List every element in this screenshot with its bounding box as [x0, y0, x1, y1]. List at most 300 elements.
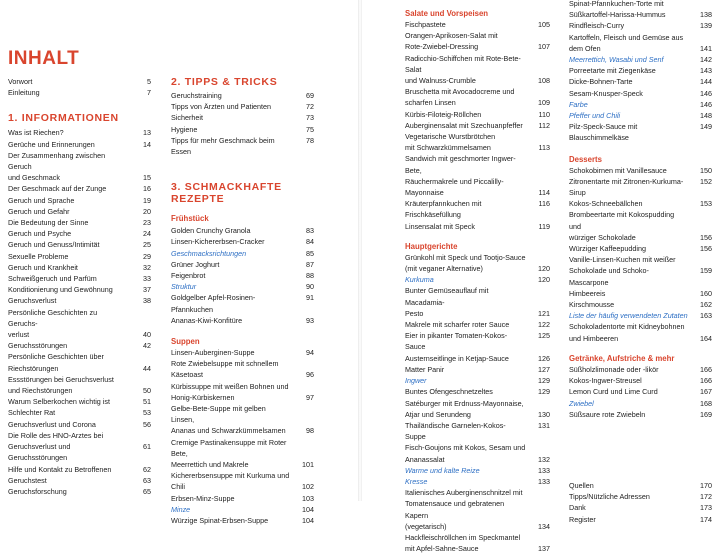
- toc-entry-title: Auberginensalat mit Szechuanpfeffer: [405, 120, 523, 130]
- toc-entry-page: 112: [538, 120, 550, 130]
- toc-entry: [569, 0, 712, 9]
- toc-entry-page: 56: [143, 419, 151, 429]
- toc-entry: [405, 176, 550, 187]
- toc-entry: [405, 308, 550, 319]
- toc-entry-page: 103: [302, 493, 314, 503]
- toc-entry-title: Honig-Kürbiskernen: [171, 392, 235, 402]
- toc-entry: [405, 532, 550, 543]
- toc-entry-page: 143: [700, 66, 712, 76]
- toc-entry-page: 69: [306, 91, 314, 100]
- toc-entry-page: 116: [538, 199, 550, 209]
- toc-entry-page: 94: [306, 348, 314, 358]
- toc-entry-page: 85: [306, 248, 314, 258]
- page-gutter: [358, 0, 362, 501]
- toc-entry-title: Ananas-Kiwi-Konfitüre: [171, 315, 243, 325]
- toc-entry: [405, 498, 550, 520]
- toc-entry-title: Pilz-Speck-Sauce mit Blauschimmelkäse: [569, 122, 638, 143]
- toc-entry-title: Kürbis-Filoteig-Röllchen: [405, 109, 482, 119]
- toc-entry-page: 37: [143, 285, 151, 295]
- toc-entry: [569, 99, 712, 110]
- toc-entry-title: Kirschmousse: [569, 300, 615, 310]
- toc-entry-page: 152: [700, 176, 712, 186]
- toc-entry: [405, 521, 550, 532]
- toc-entry: [8, 139, 151, 150]
- toc-entry-page: 65: [143, 486, 151, 496]
- toc-entry-page: 51: [143, 397, 151, 407]
- toc-entry: [569, 321, 712, 332]
- toc-entry-title: Persönliche Geschichten zu Geruchs-: [8, 307, 98, 328]
- toc-entry-page: 104: [302, 504, 314, 514]
- salate-list: [405, 19, 550, 232]
- toc-entry: [171, 437, 314, 459]
- toc-entry-title: Vanille-Linsen-Kuchen mit weißer: [569, 255, 676, 265]
- toc-entry: [405, 109, 550, 120]
- toc-entry-title: Geruchsforschung: [8, 486, 67, 496]
- toc-entry-title: Geschmacksrichtungen: [171, 248, 247, 258]
- toc-entry: [405, 30, 550, 41]
- toc-entry: [8, 239, 151, 250]
- toc-entry-page: 33: [143, 274, 151, 284]
- toc-entry-page: 84: [306, 237, 314, 247]
- toc-entry: [8, 150, 151, 172]
- toc-entry: [8, 419, 151, 430]
- toc-entry: [171, 470, 314, 481]
- toc-entry: [405, 142, 550, 153]
- toc-entry-page: 88: [306, 271, 314, 281]
- toc-entry: [8, 195, 151, 206]
- toc-entry: [8, 127, 151, 138]
- toc-entry-page: 44: [143, 363, 151, 373]
- toc-entry-title: Fisch-Goujons mit Kokos, Sesam und: [405, 443, 526, 453]
- section-heading-tipps: 2. TIPPS & TRICKS: [171, 76, 278, 88]
- toc-entry-title: Persönliche Geschichten über: [8, 352, 104, 362]
- toc-entry: [8, 217, 151, 228]
- toc-entry-title: Die Bedeutung der Sinne: [8, 218, 89, 228]
- page-title: INHALT: [8, 48, 80, 69]
- toc-column-1: [8, 76, 151, 497]
- toc-entry: [8, 273, 151, 284]
- toc-entry-title: Tipps/Nützliche Adressen: [569, 492, 650, 502]
- toc-entry: [8, 374, 151, 385]
- toc-entry-page: 170: [700, 480, 712, 490]
- toc-entry-title: Warum Selberkochen wichtig ist: [8, 397, 110, 407]
- toc-entry-title: Austernseitlinge in Ketjap-Sauce: [405, 353, 509, 363]
- toc-column-3: [405, 9, 550, 554]
- toc-entry: [8, 464, 151, 475]
- toc-entry-page: 142: [700, 55, 712, 65]
- toc-entry-page: 83: [306, 226, 314, 236]
- toc-entry-page: 129: [538, 387, 550, 397]
- tipps-list: [171, 90, 314, 157]
- toc-entry-title: Farbe: [569, 99, 588, 109]
- toc-entry-page: 166: [700, 376, 712, 386]
- toc-entry-title: Schlechter Rat: [8, 408, 56, 418]
- toc-entry: [569, 176, 712, 198]
- toc-entry-title: Mayonnaise: [405, 188, 444, 198]
- toc-entry-title: Lemon Curd und Lime Curd: [569, 387, 658, 397]
- toc-entry-title: Minze: [171, 504, 191, 514]
- toc-entry-page: 159: [700, 266, 712, 276]
- toc-entry-title: Hilfe und Kontakt zu Betroffenen: [8, 464, 112, 474]
- toc-entry-title: Ingwer: [405, 376, 427, 386]
- toc-entry-page: 129: [538, 376, 550, 386]
- toc-entry-page: 98: [306, 426, 314, 436]
- toc-entry-title: Warme und kalte Reize: [405, 465, 480, 475]
- toc-entry-title: Dicke-Bohnen-Tarte: [569, 77, 633, 87]
- toc-entry-title: Atjar und Serundeng: [405, 409, 471, 419]
- toc-entry-title: Der Zusammenhang zwischen Geruch: [8, 150, 106, 172]
- toc-entry: [569, 9, 712, 20]
- toc-entry-page: 38: [143, 296, 151, 306]
- toc-entry-page: 156: [700, 232, 712, 242]
- toc-entry: [171, 515, 314, 526]
- toc-entry-title: Grünkohl mit Speck und Tootjo-Sauce: [405, 252, 526, 262]
- toc-entry: [405, 398, 550, 409]
- toc-entry: [569, 386, 712, 397]
- toc-entry-title: mit Schwarzkümmelsamen: [405, 143, 491, 153]
- toc-entry-title: Pesto: [405, 308, 424, 318]
- toc-entry-page: 166: [700, 364, 712, 374]
- toc-entry-page: 75: [306, 124, 314, 134]
- toc-entry-title: Kresse: [405, 476, 428, 486]
- toc-entry-title: Radicchio-Schiffchen mit Rote-Bete-Salat: [405, 53, 521, 74]
- toc-entry-page: 146: [700, 99, 712, 109]
- toc-entry-title: Geruchstest: [8, 475, 47, 485]
- subheading-fruehstueck: Frühstück: [171, 214, 209, 224]
- toc-entry-page: 101: [302, 460, 314, 470]
- toc-entry-title: Sesam-Knusper-Speck: [569, 88, 643, 98]
- toc-entry: [405, 19, 550, 30]
- toc-entry-title: Geruch und Sprache: [8, 195, 75, 205]
- toc-entry: [569, 65, 712, 76]
- toc-entry-page: 141: [700, 43, 712, 53]
- toc-entry-title: und Geschmack: [8, 173, 60, 183]
- toc-entry-page: 16: [143, 184, 151, 194]
- toc-entry: [8, 307, 151, 329]
- toc-entry: [569, 165, 712, 176]
- toc-entry-page: 134: [538, 521, 550, 531]
- toc-entry-title: Zitronentarte mit Zitronen-Kurkuma-Sirup: [569, 176, 684, 198]
- getraenke-list: [569, 364, 712, 420]
- toc-entry-page: 110: [538, 109, 550, 119]
- toc-entry-page: 72: [306, 102, 314, 112]
- toc-entry-title: Himbeereis: [569, 288, 606, 298]
- toc-entry-title: Hackfleischröllchen im Speckmantel: [405, 532, 521, 542]
- toc-entry: [8, 172, 151, 183]
- toc-entry-title: Tipps für mehr Geschmack beim Essen: [171, 135, 275, 157]
- toc-entry-page: 149: [700, 122, 712, 132]
- toc-entry-page: 133: [538, 465, 550, 475]
- toc-entry-page: 93: [306, 315, 314, 325]
- toc-entry: [569, 480, 712, 491]
- toc-entry: [569, 310, 712, 321]
- toc-entry: [8, 206, 151, 217]
- toc-entry-title: Geruch und Gefahr: [8, 206, 70, 216]
- toc-entry-page: 120: [538, 264, 550, 274]
- toc-entry-page: 167: [700, 387, 712, 397]
- toc-entry: [405, 420, 550, 442]
- toc-entry-title: Meerrettich und Makrele: [171, 460, 249, 470]
- toc-entry: [569, 209, 712, 231]
- toc-entry-title: Süßkartoffel-Harissa-Hummus: [569, 10, 666, 20]
- suppen-list: [171, 347, 314, 526]
- toc-entry: [8, 407, 151, 418]
- toc-entry-page: 121: [538, 308, 550, 318]
- toc-entry-page: 133: [538, 476, 550, 486]
- toc-entry-title: Schokobirnen mit Vanillesauce: [569, 165, 667, 175]
- toc-entry: [171, 112, 314, 123]
- appendix-list: [569, 480, 712, 525]
- toc-entry-title: Geruchstraining: [171, 91, 222, 100]
- toc-entry: [405, 465, 550, 476]
- toc-entry-page: 172: [700, 492, 712, 502]
- toc-entry: [569, 76, 712, 87]
- toc-entry-page: 23: [143, 218, 151, 228]
- toc-entry: [405, 375, 550, 386]
- toc-entry-page: 102: [302, 482, 314, 492]
- toc-entry: [569, 121, 712, 143]
- toc-entry: [171, 459, 314, 470]
- toc-entry-title: dem Ofen: [569, 43, 601, 53]
- toc-entry-page: 73: [306, 113, 314, 123]
- toc-entry-title: Register: [569, 514, 596, 524]
- toc-entry: [171, 358, 314, 369]
- toc-entry-page: 132: [538, 454, 550, 464]
- toc-entry: [405, 131, 550, 142]
- toc-entry: [405, 454, 550, 465]
- toc-entry: [405, 386, 550, 397]
- toc-entry: [171, 381, 314, 392]
- toc-entry-page: 122: [538, 320, 550, 330]
- toc-entry-title: Dank: [569, 503, 586, 513]
- toc-entry: [569, 502, 712, 513]
- toc-entry: [171, 270, 314, 281]
- toc-entry-title: Räuchermakrele und Piccalilly-: [405, 176, 504, 186]
- toc-entry: [8, 228, 151, 239]
- toc-entry: [569, 198, 712, 209]
- toc-entry-title: Kräuterpfannkuchen mit Frischkäsefüllung: [405, 199, 482, 220]
- section-heading-rezepte: 3. SCHMACKHAFTE REZEPTE: [171, 181, 282, 206]
- toc-entry-page: 108: [538, 76, 550, 86]
- toc-entry-page: 119: [538, 221, 550, 231]
- toc-entry: [405, 252, 550, 263]
- toc-entry: [405, 364, 550, 375]
- toc-entry: [405, 86, 550, 97]
- toc-entry-title: Struktur: [171, 282, 197, 292]
- toc-entry: [569, 243, 712, 254]
- hauptgerichte-continued-list: [569, 0, 712, 144]
- toc-entry: [171, 504, 314, 515]
- toc-entry: [405, 97, 550, 108]
- toc-entry: [8, 486, 151, 497]
- toc-entry-page: 40: [143, 330, 151, 340]
- toc-entry-title: Spinat-Pfannkuchen-Torte mit: [569, 0, 664, 8]
- toc-entry: [569, 32, 712, 43]
- toc-entry-page: 138: [700, 10, 712, 20]
- toc-entry-title: Linsen-Auberginen-Suppe: [171, 348, 255, 358]
- toc-entry-page: 7: [147, 88, 151, 98]
- toc-entry-title: Würzige Spinat-Erbsen-Suppe: [171, 516, 269, 526]
- toc-entry-page: 148: [700, 111, 712, 121]
- toc-entry: [405, 198, 550, 220]
- toc-entry-title: mit Apfel-Sahne-Sauce: [405, 544, 479, 554]
- toc-entry-title: scharfen Linsen: [405, 98, 456, 108]
- toc-entry: [405, 409, 550, 420]
- toc-entry-title: Gelbe-Bete-Suppe mit gelben Linsen,: [171, 404, 266, 425]
- toc-entry-title: Pfeffer und Chili: [569, 111, 621, 121]
- toc-entry-title: (vegetarisch): [405, 521, 447, 531]
- toc-entry-page: 91: [306, 293, 314, 303]
- toc-entry-title: Geruch und Krankheit: [8, 262, 78, 272]
- toc-entry-title: Geruchsstörungen: [8, 341, 68, 351]
- toc-entry: [569, 288, 712, 299]
- toc-entry: [569, 375, 712, 386]
- toc-entry-page: 19: [143, 195, 151, 205]
- toc-entry-page: 160: [700, 288, 712, 298]
- toc-entry: [569, 514, 712, 525]
- toc-entry: [171, 135, 314, 157]
- toc-entry: [569, 491, 712, 502]
- subheading-suppen: Suppen: [171, 337, 200, 347]
- toc-entry-title: Rote-Zwiebel-Dressing: [405, 42, 479, 52]
- toc-entry-title: Linsen-Kichererbsen-Cracker: [171, 237, 265, 247]
- toc-entry: [569, 88, 712, 99]
- subheading-salate: Salate und Vorspeisen: [405, 9, 489, 18]
- toc-entry-page: 32: [143, 262, 151, 272]
- toc-entry: [8, 76, 151, 87]
- toc-entry-title: Makrele mit scharfer roter Sauce: [405, 320, 510, 330]
- toc-entry-page: 163: [700, 311, 712, 321]
- toc-entry: [569, 265, 712, 287]
- toc-entry-title: Zwiebel: [569, 398, 594, 408]
- toc-entry: [569, 409, 712, 420]
- toc-entry-title: Hygiene: [171, 124, 198, 134]
- toc-entry: [171, 392, 314, 403]
- toc-entry-title: Sandwich mit geschmorter Ingwer-Bete,: [405, 154, 516, 175]
- toc-entry-page: 14: [143, 139, 151, 149]
- toc-entry-page: 104: [302, 516, 314, 526]
- toc-entry: [171, 281, 314, 292]
- toc-entry: [171, 292, 314, 314]
- toc-entry-page: 125: [538, 331, 550, 341]
- toc-entry-title: Vorwort: [8, 77, 33, 86]
- toc-entry-title: Geruchsverlust: [8, 296, 57, 306]
- toc-entry-title: Gerüche und Erinnerungen: [8, 139, 95, 149]
- toc-entry-page: 97: [306, 392, 314, 402]
- toc-entry-page: 24: [143, 229, 151, 239]
- toc-entry: [405, 319, 550, 330]
- toc-entry-title: Schokolade und Schoko-Mascarpone: [569, 266, 649, 287]
- toc-entry-title: Die Rolle des HNO-Arztes bei: [8, 430, 104, 440]
- toc-entry: [405, 187, 550, 198]
- toc-entry-page: 126: [538, 353, 550, 363]
- toc-entry: [8, 396, 151, 407]
- toc-entry: [405, 53, 550, 75]
- toc-entry: [8, 295, 151, 306]
- toc-entry: [8, 475, 151, 486]
- toc-entry: [8, 284, 151, 295]
- toc-entry: [8, 87, 151, 98]
- toc-entry: [569, 398, 712, 409]
- toc-entry-title: Bunter Gemüseauflauf mit Macadamia-: [405, 286, 489, 307]
- toc-entry: [8, 329, 151, 340]
- toc-entry-title: Kürbissuppe mit weißen Bohnen und: [171, 381, 289, 391]
- toc-entry: [8, 262, 151, 273]
- toc-entry-title: Italienisches Auberginenschnitzel mit: [405, 488, 523, 498]
- toc-entry-page: 109: [538, 98, 550, 108]
- toc-entry: [171, 248, 314, 259]
- toc-entry-title: Kartoffeln, Fleisch und Gemüse aus: [569, 32, 684, 42]
- intro-list: [8, 76, 151, 98]
- desserts-list: [569, 165, 712, 344]
- toc-entry: [171, 347, 314, 358]
- toc-entry: [8, 385, 151, 396]
- toc-entry-page: 107: [538, 42, 550, 52]
- subheading-desserts: Desserts: [569, 154, 602, 164]
- toc-entry: [405, 41, 550, 52]
- toc-entry: [8, 251, 151, 262]
- toc-entry-title: Kokos-Ingwer-Streusel: [569, 376, 642, 386]
- toc-entry-page: 127: [538, 364, 550, 374]
- toc-entry-title: und Riechstörungen: [8, 386, 73, 396]
- toc-entry-title: Einleitung: [8, 88, 40, 98]
- toc-entry-title: (mit veganer Alternative): [405, 264, 483, 274]
- fruehstueck-list: [171, 225, 314, 326]
- toc-entry: [405, 442, 550, 453]
- toc-entry: [569, 299, 712, 310]
- toc-entry: [569, 333, 712, 344]
- toc-entry-title: Sicherheit: [171, 113, 203, 123]
- toc-entry-title: Der Geschmack auf der Zunge: [8, 184, 107, 194]
- toc-entry: [405, 476, 550, 487]
- toc-entry-page: 63: [143, 475, 151, 485]
- toc-entry-page: 96: [306, 370, 314, 380]
- toc-entry: [8, 351, 151, 362]
- toc-entry-title: Linsensalat mit Speck: [405, 221, 475, 231]
- toc-column-2: [171, 76, 314, 526]
- toc-entry: [8, 430, 151, 441]
- toc-entry-page: 25: [143, 240, 151, 250]
- toc-entry-page: 20: [143, 206, 151, 216]
- toc-column-4: [569, 0, 712, 525]
- toc-entry-page: 114: [538, 188, 550, 198]
- toc-entry: [171, 90, 314, 101]
- toc-entry-page: 153: [700, 199, 712, 209]
- toc-entry-title: Geruch und Psyche: [8, 229, 72, 239]
- toc-entry-title: Ananas und Schwarzkümmelsamen: [171, 426, 286, 436]
- toc-entry-title: Geruchsverlust und Geruchsstörungen: [8, 442, 71, 463]
- toc-entry-title: Tipps von Ärzten und Patienten: [171, 102, 272, 112]
- toc-entry-title: Quellen: [569, 480, 594, 490]
- toc-entry-title: Eier in pikanter Tomaten-Kokos-Sauce: [405, 331, 508, 352]
- toc-entry-title: Konditionierung und Gewöhnung: [8, 285, 113, 295]
- toc-entry: [171, 481, 314, 492]
- toc-entry: [8, 363, 151, 374]
- toc-entry-page: 131: [538, 420, 550, 430]
- toc-entry-title: Chili: [171, 482, 185, 492]
- toc-entry-title: Fischpastete: [405, 20, 446, 29]
- subheading-getraenke: Getränke, Aufstriche & mehr: [569, 353, 675, 363]
- toc-entry: [405, 75, 550, 86]
- toc-entry-title: und Walnuss-Crumble: [405, 76, 476, 86]
- toc-entry: [171, 236, 314, 247]
- toc-entry: [405, 263, 550, 274]
- toc-entry-page: 29: [143, 251, 151, 261]
- toc-entry-page: 146: [700, 88, 712, 98]
- toc-entry-title: Buntes Ofengeschnetzeltes: [405, 387, 493, 397]
- toc-entry: [569, 20, 712, 31]
- toc-entry-title: Thailändische Garnelen-Kokos-Suppe: [405, 420, 506, 442]
